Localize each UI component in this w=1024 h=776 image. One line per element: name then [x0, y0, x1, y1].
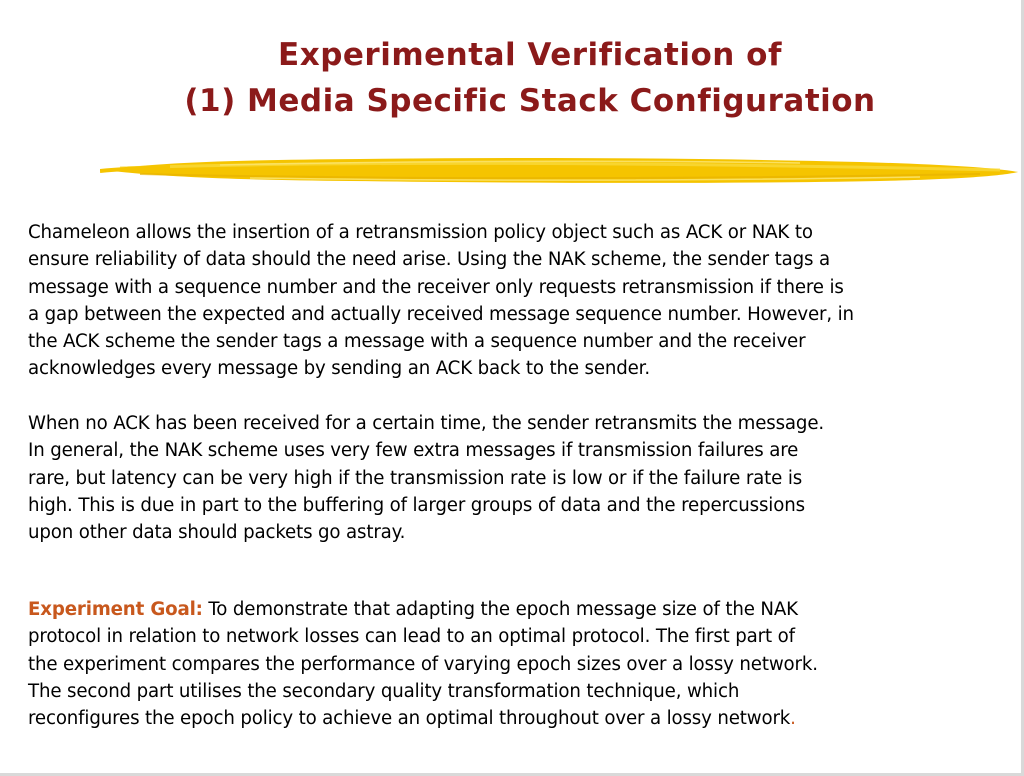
paragraph-nak-latency: [28, 410, 1003, 546]
paragraph2-line: upon other data should packets go astray.: [28, 522, 406, 544]
paragraph1-line: the ACK scheme the sender tags a message with a sequence number and the receiver: [28, 331, 806, 353]
paragraph-experiment-goal: [28, 596, 1003, 732]
highlighter-brush-stroke: [100, 150, 1022, 190]
experiment-goal-text: To demonstrate that adapting the epoch message size of the NAK: [202, 599, 798, 620]
paragraph2-line: When no ACK has been received for a certain time, the sender retransmits the message.: [28, 413, 824, 434]
title-line-2: (1) Media Specific Stack Configuration: [184, 83, 876, 119]
paragraph1-line: ensure reliability of data should the need arise. Using the NAK scheme, the sender tags a: [28, 249, 830, 271]
title-line-1: Experimental Verification of: [278, 37, 782, 73]
paragraph2-line: In general, the NAK scheme uses very few extra messages if transmission failures are: [28, 440, 799, 462]
paragraph1-line: Chameleon allows the insertion of a retransmission policy object such as ACK or NAK to: [28, 222, 813, 243]
experiment-last-line: [28, 705, 1003, 732]
experiment-goal-first-line: [28, 596, 1003, 623]
experiment-goal-label: Experiment Goal:: [28, 599, 203, 620]
experiment-line: The second part utilises the secondary quality transformation technique, which: [28, 680, 740, 702]
paragraph2-line: high. This is due in part to the buffering of larger groups of data and the repercussions: [28, 494, 805, 516]
experiment-last-punct: .: [790, 708, 796, 730]
paragraph1-line: message with a sequence number and the receiver only requests retransmission if there is: [28, 276, 844, 298]
paragraph-retransmission-policy: [28, 219, 1003, 383]
experiment-line: protocol in relation to network losses can lead to an optimal protocol. The first part of: [28, 626, 795, 648]
paragraph2-line: rare, but latency can be very high if the transmission rate is low or if the failure rate is: [28, 467, 803, 489]
slide-title: [60, 32, 1000, 124]
paragraph1-line: acknowledges every message by sending an ACK back to the sender.: [28, 358, 650, 380]
paragraph1-line: a gap between the expected and actually received message sequence number. However, in: [28, 303, 854, 325]
experiment-line: the experiment compares the performance of varying epoch sizes over a lossy network.: [28, 653, 818, 675]
experiment-last-text: reconfigures the epoch policy to achieve an optimal throughout over a lossy network: [28, 708, 791, 730]
